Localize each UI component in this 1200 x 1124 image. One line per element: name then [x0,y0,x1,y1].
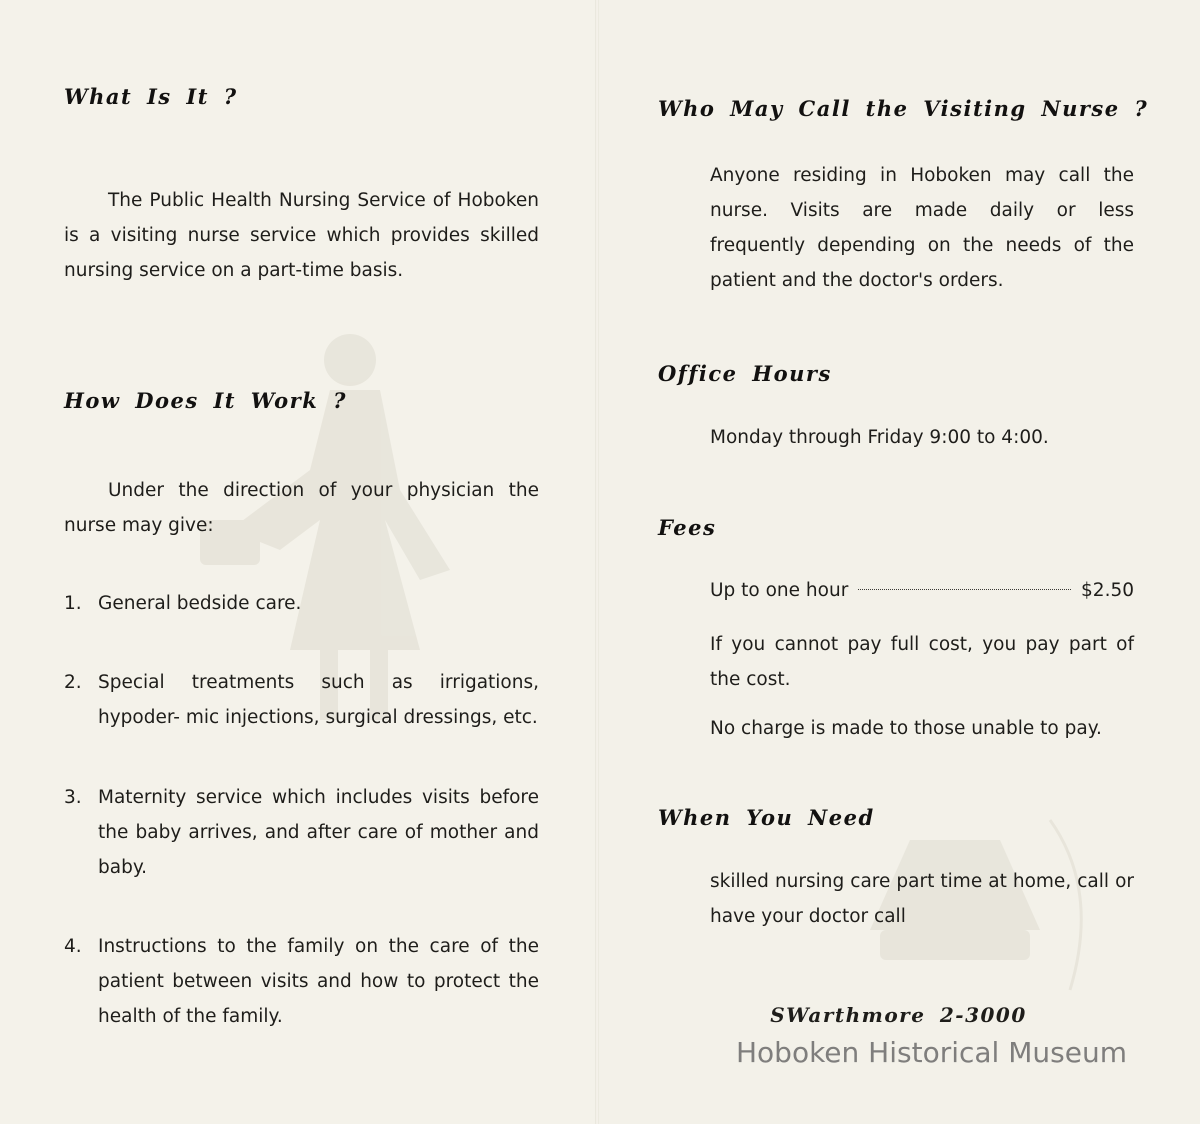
list-number: 4. [64,936,82,957]
how-does-it-work-heading: How Does It Work ? [64,388,347,413]
fees-partial-text: If you cannot pay full cost, you pay part of the cost. [710,634,1134,690]
office-hours-body: Monday through Friday 9:00 to 4:00. [710,427,1049,448]
list-text: Maternity service which includes visits before the baby arrives, and after care of mother and baby. [98,787,539,878]
museum-watermark: Hoboken Historical Museum [736,1036,1127,1069]
who-may-call-body: Anyone residing in Hoboken may call the nurse. Visits are made daily or less frequently depending on the needs of the patient and the doctor's orders. [710,165,1134,291]
service-list-item-1 [64,586,539,626]
service-list-item-4 [64,929,539,1037]
list-number: 3. [64,787,82,808]
when-you-need-heading: When You Need [658,805,875,830]
who-may-call-heading: Who May Call the Visiting Nurse ? [658,96,1149,121]
list-text: General bedside care. [98,593,302,614]
dot-leader [858,589,1071,590]
what-is-it-heading: What Is It ? [64,84,238,109]
what-is-it-body: The Public Health Nursing Service of Hoboken is a visiting nurse service which provides skilled nursing service on a part-time basis. [64,190,539,281]
list-number: 2. [64,672,82,693]
fees-no-charge-text: No charge is made to those unable to pay. [710,718,1102,739]
list-text: Instructions to the family on the care of the patient between visits and how to protect the health of the family. [98,936,539,1027]
service-list-item-3 [64,780,539,888]
service-list-item-2 [64,665,539,737]
when-you-need-body: skilled nursing care part time at home, call or have your doctor call [710,871,1134,927]
fee-row [710,580,1134,612]
how-does-it-work-intro: Under the direction of your physician the nurse may give: [64,480,539,536]
list-text: Special treatments such as irrigations, hypoder- mic injections, surgical dressings, etc. [98,672,539,728]
office-hours-heading: Office Hours [658,361,832,386]
fee-label: Up to one hour [710,580,849,601]
page-fold [595,0,599,1124]
phone-number: SWarthmore 2-3000 [770,1003,1027,1027]
fees-heading: Fees [658,515,717,540]
list-number: 1. [64,593,82,614]
fee-price: $2.50 [1081,580,1134,601]
